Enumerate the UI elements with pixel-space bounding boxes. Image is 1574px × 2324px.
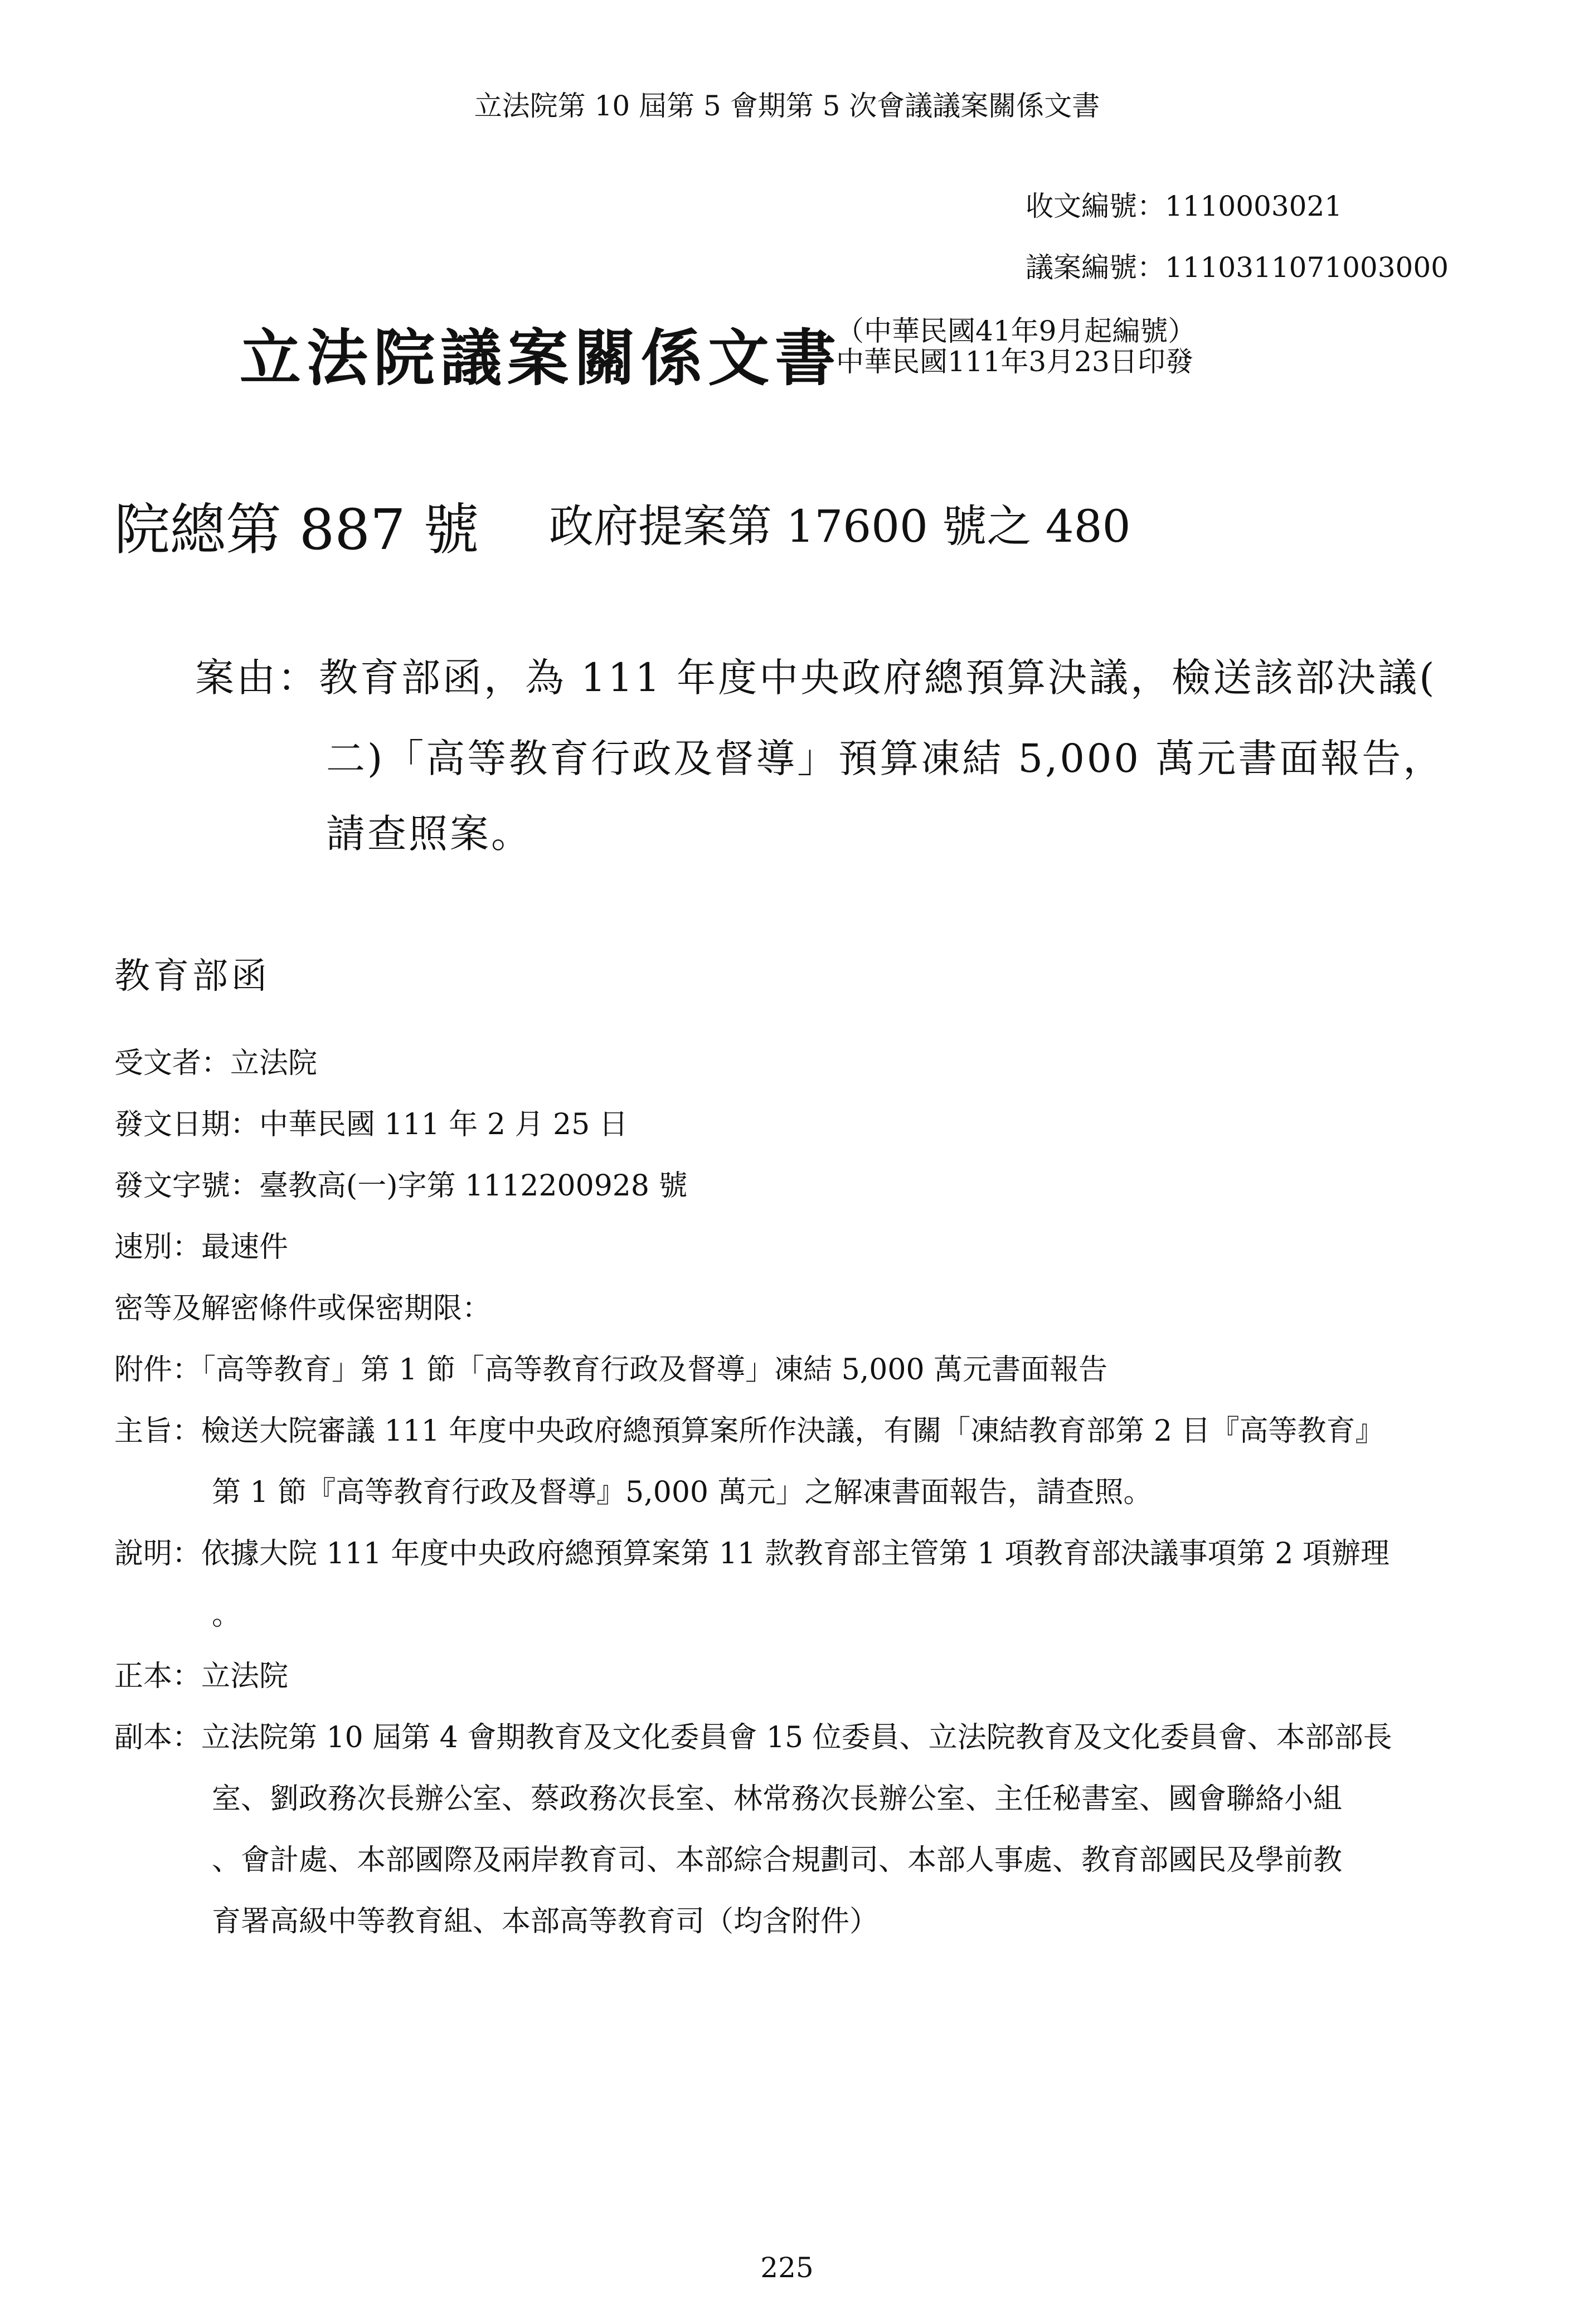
copy-line-4: 育署高級中等教育組、本部高等教育司（均含附件）	[212, 1905, 879, 1938]
subject-line-1: 主旨：檢送大院審議 111 年度中央政府總預算案所作決議，有關「凍結教育部第 2 目『高等教育』	[114, 1414, 1384, 1448]
secrecy-conditions: 密等及解密條件或保密期限：	[114, 1292, 492, 1325]
case-reason-line-2: 二)「高等教育行政及督導」預算凍結 5,000 萬元書面報告，	[326, 736, 1445, 781]
bill-number: 議案編號：1110311071003000	[1026, 251, 1449, 284]
gov-proposal-number: 政府提案第 17600 號之 480	[549, 500, 1131, 552]
subject-line-2: 第 1 節『高等教育行政及督導』5,000 萬元」之解凍書面報告，請查照。	[212, 1476, 1153, 1509]
document-number: 發文字號：臺教高(一)字第 1112200928 號	[114, 1169, 688, 1203]
receipt-number: 收文編號：1110003021	[1026, 190, 1343, 222]
explanation-line-2: 。	[212, 1598, 241, 1632]
issue-date: 發文日期：中華民國 111 年 2 月 25 日	[114, 1108, 628, 1141]
original-recipient: 正本：立法院	[114, 1660, 289, 1693]
copy-line-3: 、會計處、本部國際及兩岸教育司、本部綜合規劃司、本部人事處、教育部國民及學前教	[212, 1844, 1343, 1877]
document-title: 立法院議案關係文書	[240, 322, 842, 394]
speed-category: 速別：最速件	[114, 1231, 289, 1264]
case-reason-line-3: 請查照案。	[326, 811, 532, 857]
yuan-number: 院總第 887 號	[114, 497, 479, 562]
attachment: 附件：「高等教育」第 1 節「高等教育行政及督導」凍結 5,000 萬元書面報告	[114, 1353, 1108, 1387]
explanation-line-1: 說明：依據大院 111 年度中央政府總預算案第 11 款教育部主管第 1 項教育部決議事項第 2 項辦理	[114, 1537, 1390, 1571]
page-number: 225	[760, 2252, 814, 2284]
print-date: 中華民國111年3月23日印發	[836, 346, 1193, 378]
letter-title: 教育部函	[114, 956, 270, 997]
numbering-note: （中華民國41年9月起編號）	[836, 315, 1196, 347]
document-header: 立法院第 10 屆第 5 會期第 5 次會議議案關係文書	[474, 90, 1100, 122]
copy-line-1: 副本：立法院第 10 屆第 4 會期教育及文化委員會 15 位委員、立法院教育及文化委員會、本部部長	[114, 1721, 1392, 1754]
recipient: 受文者：立法院	[114, 1047, 318, 1080]
case-reason-line-1: 案由：教育部函，為 111 年度中央政府總預算決議，檢送該部決議(	[195, 655, 1437, 701]
copy-line-2: 室、劉政務次長辦公室、蔡政務次長室、林常務次長辦公室、主任秘書室、國會聯絡小組	[212, 1782, 1343, 1816]
